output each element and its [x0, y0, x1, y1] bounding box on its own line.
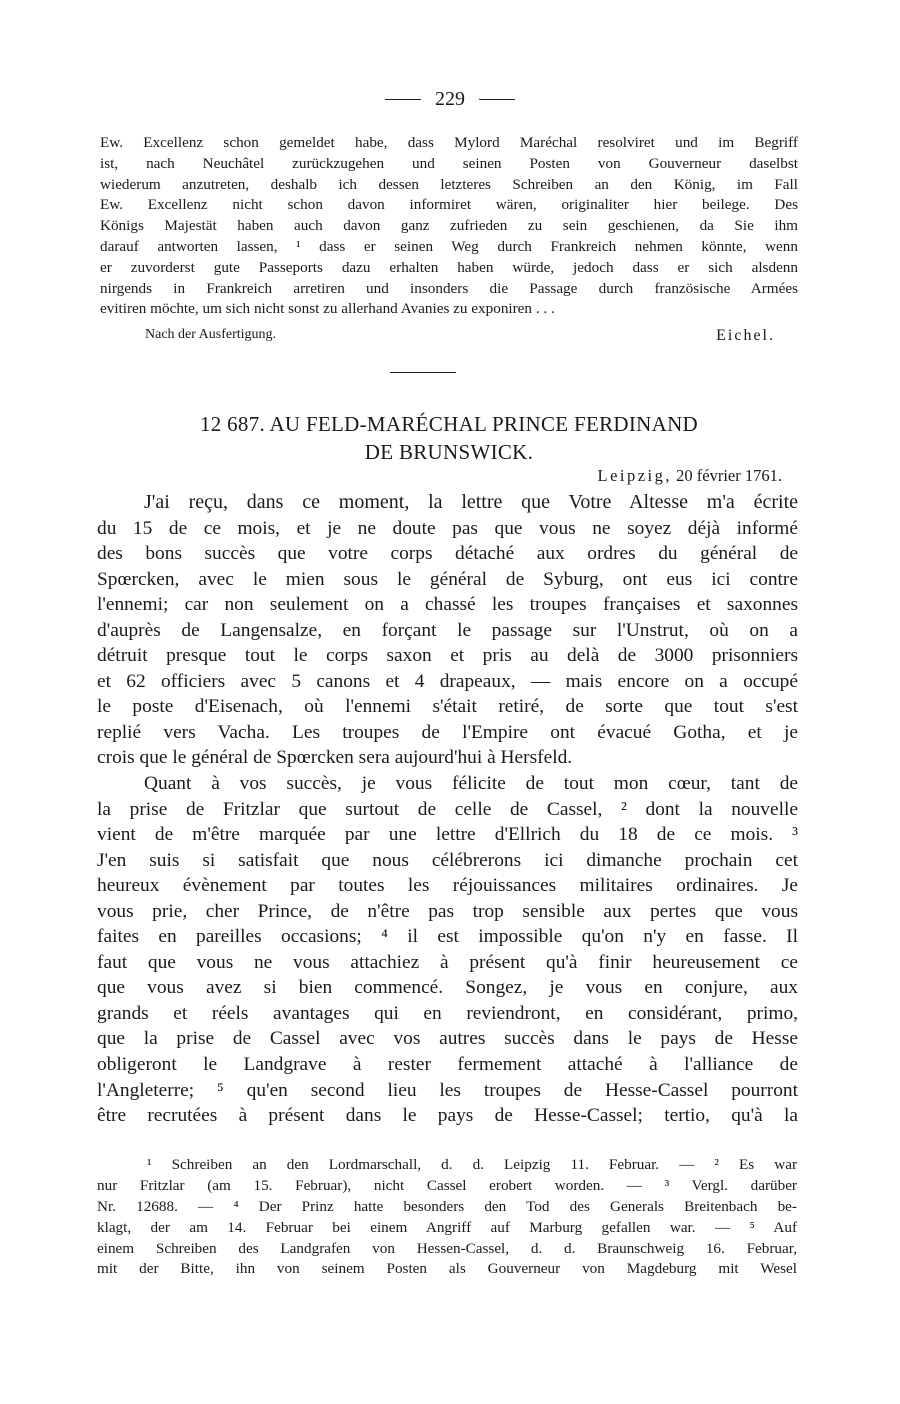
footnotes — [97, 1155, 797, 1280]
text-line: d'auprès de Langensalze, en forçant le passage sur l'Unstrut, où on a — [97, 619, 798, 641]
footnote-line: mit der Bitte, ihn von seinem Posten als Gouverneur von Magdeburg mit Wesel — [97, 1260, 797, 1278]
text-line: détruit presque tout le corps saxon et pris au delà de 3000 prisonniers — [97, 645, 798, 667]
text-line: nirgends in Frankreich arretiren und insonders die Passage durch französische Armées — [100, 279, 798, 297]
previous-letter-ending — [100, 133, 798, 320]
signature: Eichel. — [716, 327, 775, 344]
text-line: le poste d'Eisenach, où l'ennemi s'était retiré, de sorte que tout s'est — [97, 696, 798, 718]
section-divider — [390, 372, 456, 373]
text-line: heureux évènement par toutes les réjouissances militaires ordinaires. Je — [97, 875, 798, 897]
text-line: Ew. Excellenz schon gemeldet habe, dass Mylord Maréchal resolviret und im Begriff — [100, 134, 798, 151]
dateline — [598, 466, 783, 486]
text-line: la prise de Fritzlar que surtout de celle de Cassel, ² dont la nouvelle — [97, 798, 798, 820]
header-dash-left — [385, 99, 421, 100]
header-dash-right — [479, 99, 515, 100]
page-number: 229 — [435, 88, 465, 110]
text-line: que la prise de Cassel avec vos autres succès dans le pays de Hesse — [97, 1028, 798, 1050]
text-line: Spœrcken, avec le mien sous le général de Syburg, ont eus ici contre — [97, 568, 798, 590]
letter-title-line: DE BRUNSWICK. — [364, 440, 534, 464]
dateline-place: Leipzig, — [597, 466, 673, 485]
text-line: l'ennemi; car non seulement on a chassé les troupes françaises et saxonnes — [97, 594, 798, 616]
text-line: l'Angleterre; ⁵ qu'en second lieu les troupes de Hesse-Cassel pourront — [97, 1079, 798, 1101]
source-note: Nach der Ausfertigung. — [145, 327, 277, 342]
text-line: vient de m'être marquée par une lettre d'Ellrich du 18 de ce mois. ³ — [97, 824, 798, 846]
text-line: des bons succès que votre corps détaché aux ordres du général de — [97, 543, 798, 565]
text-line: Königs Majestät haben auch davon ganz zufrieden zu sein geschienen, da Sie ihm — [100, 217, 798, 235]
text-line: wiederum anzutreten, deshalb ich dessen letzteres Schreiben an den König, im Fall — [100, 175, 798, 193]
text-line: grands et réels avantages qui en reviendront, en considérant, primo, — [97, 1002, 798, 1024]
footnote-line: nur Fritzlar (am 15. Februar), nicht Cassel erobert worden. — ³ Vergl. darüber — [97, 1176, 797, 1194]
footnote-line: Nr. 12688. — ⁴ Der Prinz hatte besonders den Tod des Generals Breitenbach be- — [97, 1197, 797, 1215]
text-line: vous prie, cher Prince, de n'être pas trop sensible aux pertes que vous — [97, 900, 798, 922]
footnote-line: ¹ Schreiben an den Lordmarschall, d. d. Leipzig 11. Februar. — ² Es war — [147, 1156, 797, 1173]
letter-body — [97, 490, 798, 1129]
text-line: replié vers Vacha. Les troupes de l'Empire ont évacué Gotha, et je — [97, 721, 798, 743]
page-header — [0, 88, 900, 111]
text-line: être recrutées à présent dans le pays de Hesse-Cassel; tertio, qu'à la — [97, 1105, 798, 1127]
text-line: J'en suis si satisfait que nous célébrerons ici dimanche prochain cet — [97, 849, 798, 871]
text-line: faut que vous ne vous attachiez à présent qu'à finir heureusement ce — [97, 951, 798, 973]
text-line: Quant à vos succès, je vous félicite de tout mon cœur, tant de — [144, 773, 798, 795]
signature-row — [145, 327, 775, 345]
footnote-line: klagt, der am 14. Februar bei einem Angriff auf Marburg gefallen war. — ⁵ Auf — [97, 1218, 797, 1236]
text-line: darauf antworten lassen, ¹ dass er seinen Weg durch Frankreich nehmen könnte, wenn — [100, 237, 798, 255]
text-line: ist, nach Neuchâtel zurückzugehen und seinen Posten von Gouverneur daselbst — [100, 154, 798, 172]
text-line: evitiren möchte, um sich nicht sonst zu allerhand Avanies zu exponiren . . . — [100, 300, 555, 318]
text-line: J'ai reçu, dans ce moment, la lettre que Votre Altesse m'a écrite — [144, 491, 798, 513]
text-line: er zuvorderst gute Passeports dazu erhalten haben würde, jedoch dass er sich alsdenn — [100, 258, 798, 276]
text-line: crois que le général de Spœrcken sera aujourd'hui à Hersfeld. — [97, 747, 573, 769]
text-line: que vous avez si bien commencé. Songez, je vous en conjure, aux — [97, 977, 798, 999]
letter-title — [100, 410, 798, 466]
text-line: du 15 de ce mois, et je ne doute pas que vous ne soyez déjà informé — [97, 517, 798, 539]
text-line: et 62 officiers avec 5 canons et 4 drapeaux, — mais encore on a occupé — [97, 670, 798, 692]
text-line: obligeront le Landgrave à rester fermement attaché à l'alliance de — [97, 1054, 798, 1076]
text-line: faites en pareilles occasions; ⁴ il est impossible qu'on n'y en fasse. Il — [97, 926, 798, 948]
text-line: Ew. Excellenz nicht schon davon informiret wären, originaliter hier beilege. Des — [100, 196, 798, 214]
letter-title-line: 12 687. AU FELD-MARÉCHAL PRINCE FERDINAND — [199, 412, 699, 436]
footnote-line: einem Schreiben des Landgrafen von Hessen-Cassel, d. d. Braunschweig 16. Februar, — [97, 1239, 797, 1257]
dateline-date: 20 février 1761. — [676, 466, 782, 485]
